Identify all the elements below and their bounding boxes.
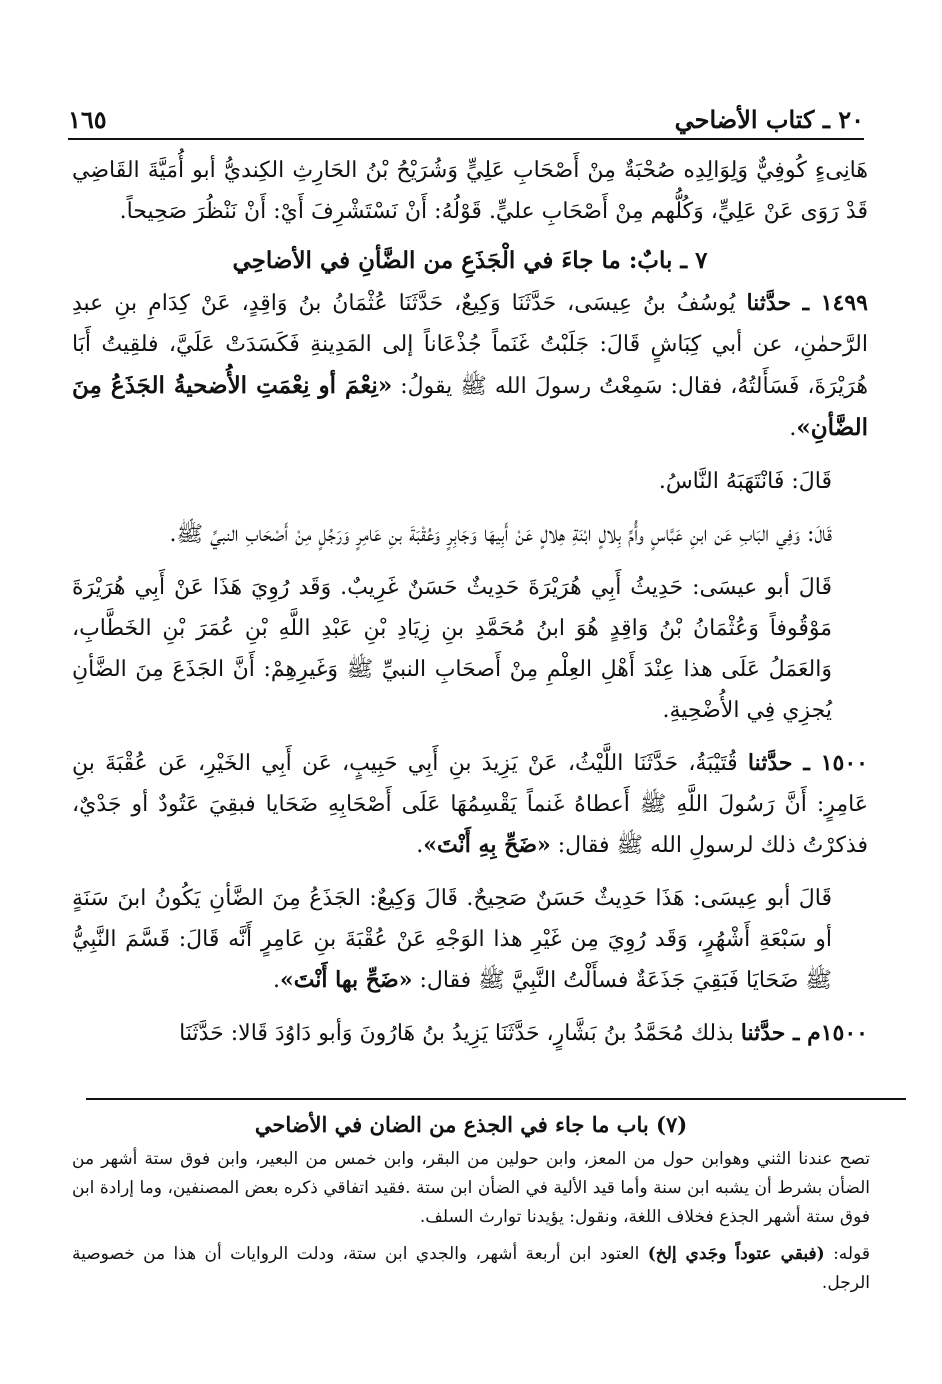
- hadith-1500-text: قُتَيْبَةُ، حَدَّثَنَا اللَّيْثُ، عَنْ يَزِيدَ بنِ أَبِي حَبِيبٍ، عَن أَبِي الخَيْرِ، عَن عُقْبَةَ بنِ عَامِرٍ: أَنَّ رَسُولَ اللَّهِ ﷺ أَعطاهُ غَنماً يَقْسِمُهَا عَلَى أَصْحَابِهِ ضَحَايا فبقِيَ عَتُودٌ أو جَدْيٌ، فذكرْتُ ذلك لرسولِ الله ﷺ فقال:: [72, 751, 868, 858]
- abu-isa-2-quote: «ضَحِّ بها أَنْتَ»: [279, 967, 413, 993]
- page-number: ١٦٥: [68, 105, 107, 134]
- hadith-1500-end: .: [416, 833, 424, 858]
- footnote-2-lead: قوله:: [833, 1244, 870, 1264]
- hadith-1499-number: ١٤٩٩ ـ حدَّثنا: [746, 290, 868, 316]
- hadith-1500m-text: بذلك مُحَمَّدُ بنُ بَشَّارٍ، حَدَّثَنَا يَزِيدُ بنُ هَارُونَ وَأبو دَاوُدَ قَالا: حَدَّثَنَا: [179, 1021, 734, 1046]
- footnote-paragraph-2: [72, 1240, 870, 1298]
- hadith-1499: [72, 283, 868, 449]
- abu-isa-paragraph-2: [72, 878, 868, 1001]
- chapter-title: ٢٠ ـ كتاب الأضاحي: [674, 105, 864, 134]
- abu-isa-2-end: .: [272, 968, 280, 993]
- intro-paragraph: هَانِىءٍ كُوفِيٌّ وَلِوَالِدِه صُحْبَةٌ مِنْ أَصْحَابِ عَلِيٍّ وَشُرَيْحُ بْنُ الحَارِثِ الكِنديُّ أبو أُمَيَّةَ القَاضِي قَدْ رَوَى عَنْ عَلِيٍّ، وَكُلُّهم مِنْ أَصْحَابِ عليٍّ. قَوْلُهُ: أَنْ نَسْتَشْرِفَ أَيْ: أَنْ نَنْظُرَ صَحِيحاً.: [72, 158, 868, 224]
- hadith-1500-number: ١٥٠٠ ـ حدَّثنا: [747, 750, 868, 776]
- hadith-1500m-number: ١٥٠٠م ـ حدَّثنا: [740, 1020, 868, 1046]
- page-header: [68, 84, 864, 140]
- hadith-1499-text: يُوسُفُ بنُ عِيسَى، حَدَّثَنَا وَكِيعٌ، حَدَّثَنَا عُثْمَانُ بنُ وَاقِدٍ، عَنْ كِدَامِ بنِ عبدِ الرَّحمٰنِ، عن أبي كِبَاشٍ قَالَ: جَلَبْتُ غَنَماً جُذْعَاناً إلى المَدِينةِ فَكَسَدَتْ عَلَيَّ، فلقِيتُ أَبَا هُرَيْرَةَ، فَسَأَلتُهُ، فقال: سَمِعْتُ رسولَ الله ﷺ يقولُ:: [72, 291, 868, 399]
- hadith-1500: [72, 743, 868, 866]
- main-text: [72, 150, 868, 1066]
- footnote-paragraph-1: تصح عندنا الثني وهوابن حول من المعز، وابن حولين من البقر، وابن خمس من البعير، وابن فوق ستة أشهر من الضأن بشرط أن يشبه ابن سنة وأما قيد الألية في الضأن ابن ستة .فقيد اتفاقي ذكره بعض المصنفين، وما إرادة ابن فوق ستة أشهر الجذع فخلاف اللغة، ونقول: يؤيدنا توارث السلف.: [72, 1149, 870, 1227]
- hadith-1500m: [72, 1013, 868, 1054]
- footnote-2-text: العتود ابن أربعة أشهر، والجدي ابن ستة، ودلت الروايات أن هذا من خصوصية الرجل.: [72, 1244, 870, 1293]
- footnote-divider: [86, 1098, 906, 1100]
- abu-isa-2-text: قَالَ أبو عِيسَى: هَذَا حَدِيثٌ حَسَنٌ صَحِيحٌ. قَالَ وَكِيعٌ: الجَذَعُ مِنَ الضَّأنِ يَكُونُ ابنَ سَنَةٍ أو سَبْعَةِ أَشْهُرٍ، وَقَد رُوِيَ مِن غَيْرِ هذا الوَجْهِ عَنْ عُقْبَةَ بنِ عَامِرٍ أَنَّه قَالَ: قَسَّمَ النَّبِيُّ ﷺ ضَحَايَا فَبَقِيَ جَذَعَةٌ فسأَلْتُ النَّبِيَّ ﷺ فقال:: [72, 886, 832, 993]
- footnote-2-bold: (فبقي عتوداً وجَدي إلخ): [647, 1244, 825, 1264]
- footnotes: [72, 1108, 870, 1306]
- hadith-1499-end: .: [789, 416, 797, 441]
- footnote-title: (٧) باب ما جاء في الجذع من الضان في الأضاحي: [254, 1112, 688, 1137]
- qala-paragraph-1: قَالَ: فَانْتَهَبَهُ النَّاسُ.: [658, 469, 832, 494]
- section-title: ٧ ـ بابٌ: ما جاءَ في الْجَذَعِ من الضَّأنِ في الأضاحِي: [232, 247, 708, 274]
- hadith-1500-quote: «ضَحِّ بِهِ أَنْتَ»: [423, 832, 551, 858]
- hadith-1499-quote: «نِعْمَ أو نِعْمَتِ الأُضحيةُ الجَذَعُ مِنَ الضَّأنِ»: [72, 372, 868, 441]
- qala-paragraph-2: قَالَ: وَفِي البَابِ عَن ابنِ عَبَّاسٍ وأُمِّ بِلالٍ ابْنَةِ هِلالٍ عَنْ أَبِيهَا وَجَابِرٍ وَعُقْبَةَ بنِ عَامِرٍ وَرَجُلٍ مِنْ أَصْحَابِ النبيِّ ﷺ.: [169, 522, 832, 547]
- abu-isa-paragraph-1: قَالَ أبو عيسَى: حَدِيثُ أَبِي هُرَيْرَةَ حَدِيثٌ حَسَنٌ غَرِيبٌ. وَقَد رُوِيَ هَذَا عَنْ أَبِي هُرَيْرَةَ مَوْقُوفاً وَعُثْمَانُ بْنُ وَاقِدٍ هُوَ ابنُ مُحَمَّدِ بنِ زِيَادِ بْنِ عَبْدِ اللَّهِ بْنِ عُمَرَ بْنِ الخَطَّابِ، وَالعَمَلُ عَلَى هذا عِنْدَ أَهْلِ العِلْمِ مِنْ أَصحَابِ النبيِّ ﷺ وَغَيرِهِمْ: أَنَّ الجَذَعَ مِنَ الضَّأنِ يُجزِي فِي الأُضْحِيةِ.: [72, 575, 832, 723]
